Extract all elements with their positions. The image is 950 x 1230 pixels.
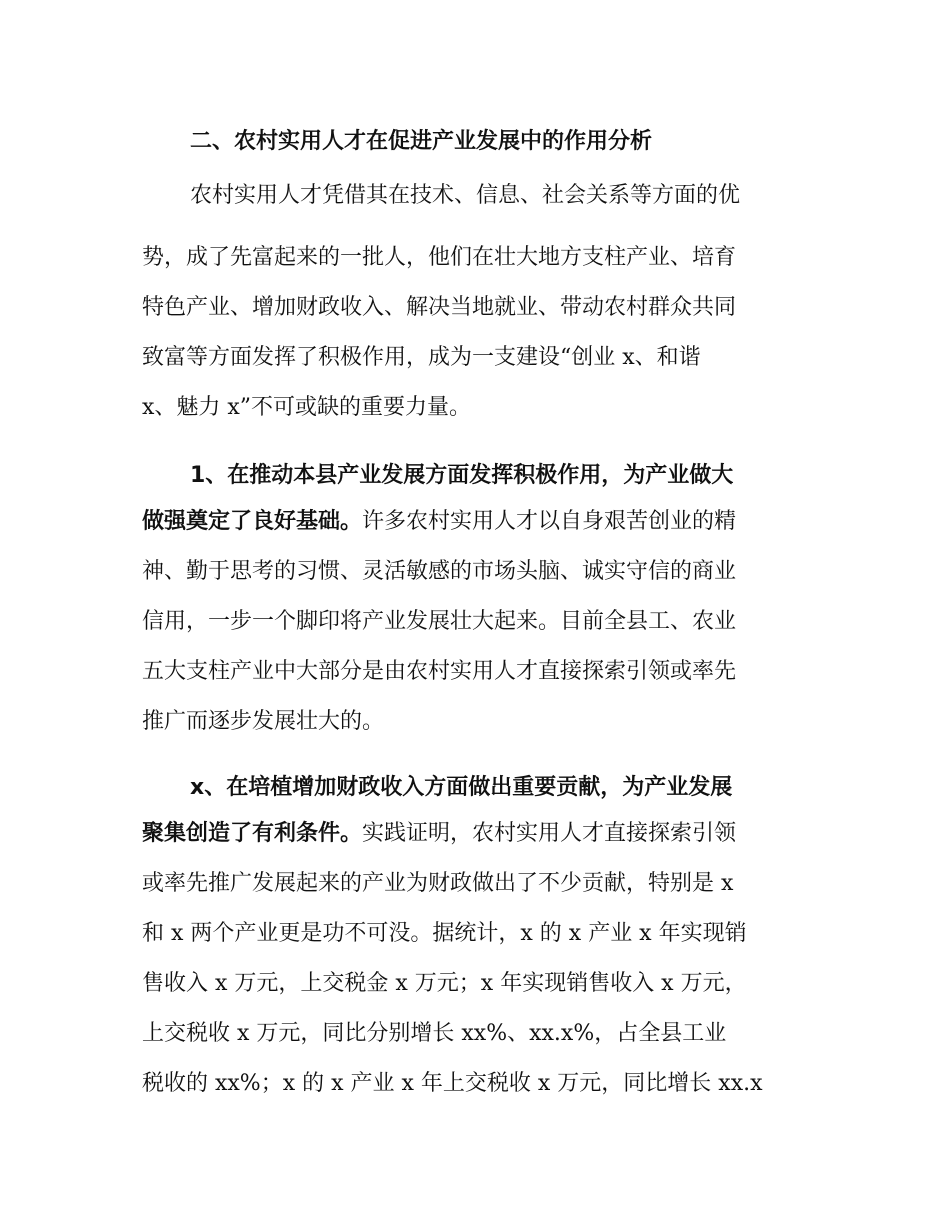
para3-line-6: 上交税收 x 万元，同比分别增长 xx%、xx.x%，占全县工业 xyxy=(142,1021,727,1046)
para2-line-6: 推广而逐步发展壮大的。 xyxy=(142,709,385,734)
para1-line-4: 致富等方面发挥了积极作用，成为一支建设“创业 x、和谐 xyxy=(142,345,701,370)
para1-line-2: 势，成了先富起来的一批人，他们在壮大地方支柱产业、培育 xyxy=(142,245,737,270)
para2-bold-line-1: 1、在推动本县产业发展方面发挥积极作用，为产业做大 xyxy=(190,463,734,488)
para3-line-2-rest: 实践证明，农村实用人才直接探索引领 xyxy=(362,821,737,846)
para1-line-3: 特色产业、增加财政收入、解决当地就业、带动农村群众共同 xyxy=(142,295,737,320)
para2-bold-lead: 做强奠定了良好基础。 xyxy=(142,509,363,534)
para1-line-5: x、魅力 x”不可或缺的重要力量。 xyxy=(142,395,472,420)
para2-line-2-rest: 许多农村实用人才以自身艰苦创业的精 xyxy=(362,509,737,534)
section-heading: 二、农村实用人才在促进产业发展中的作用分析 xyxy=(190,129,653,154)
para2-line-3: 神、勤于思考的习惯、灵活敏感的市场头脑、诚实守信的商业 xyxy=(142,559,737,584)
para3-line-3: 或率先推广发展起来的产业为财政做出了不少贡献，特别是 x xyxy=(142,871,734,896)
para3-line-7: 税收的 xx%；x 的 x 产业 x 年上交税收 x 万元，同比增长 xx.x xyxy=(142,1071,763,1096)
para3-line-2 xyxy=(142,816,736,852)
para3-bold-lead: 聚集创造了有利条件。 xyxy=(142,821,363,846)
para2-line-2 xyxy=(142,504,736,540)
para2-line-4: 信用，一步一个脚印将产业发展壮大起来。目前全县工、农业 xyxy=(142,609,737,634)
para3-bold-line-1: x、在培植增加财政收入方面做出重要贡献，为产业发展 xyxy=(190,775,733,800)
para2-line-5: 五大支柱产业中大部分是由农村实用人才直接探索引领或率先 xyxy=(142,659,737,684)
para3-line-5: 售收入 x 万元，上交税金 x 万元；x 年实现销售收入 x 万元， xyxy=(142,971,747,996)
para3-line-4: 和 x 两个产业更是功不可没。据统计，x 的 x 产业 x 年实现销 xyxy=(142,921,747,946)
para1-line-1: 农村实用人才凭借其在技术、信息、社会关系等方面的优 xyxy=(190,183,741,208)
